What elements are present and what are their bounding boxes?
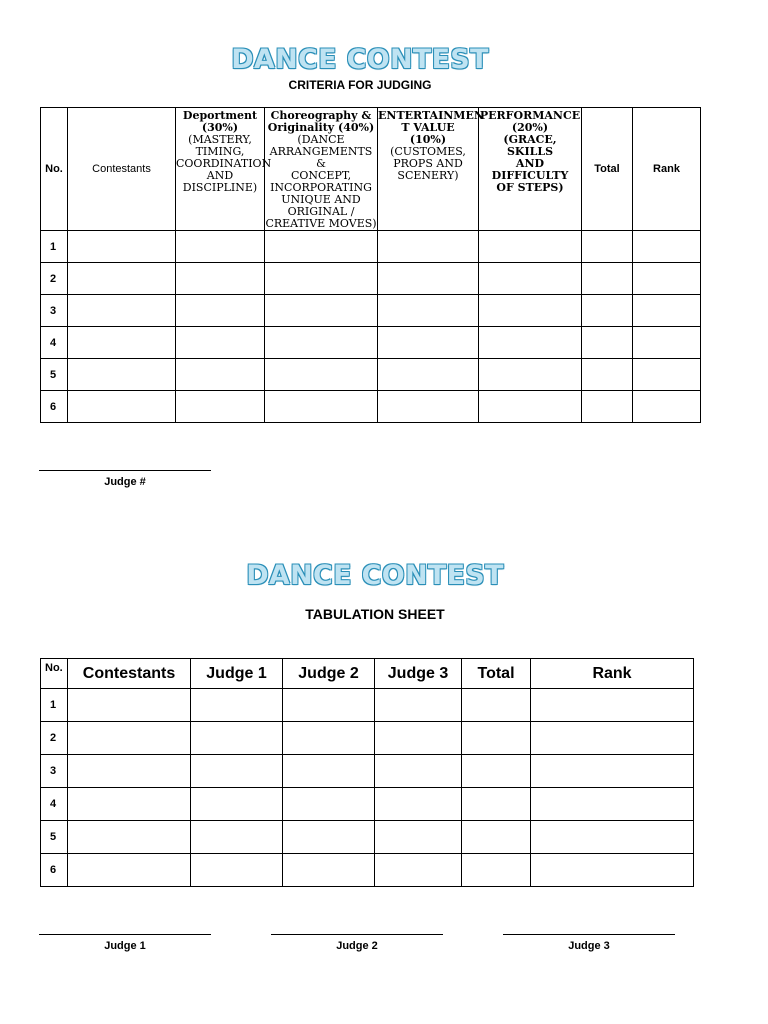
tabulation-cell[interactable] xyxy=(68,755,191,788)
performance-heading-line: OF STEPS) xyxy=(496,181,564,194)
choreography-description-line: CREATIVE MOVES) xyxy=(265,217,377,230)
header-deportment xyxy=(176,108,272,231)
score-cell[interactable] xyxy=(176,359,265,391)
tabulation-header-cell: No. xyxy=(41,659,68,689)
tabulation-cell[interactable] xyxy=(283,689,375,722)
judge-1-signature-label: Judge 1 xyxy=(104,940,146,952)
tabulation-table-row xyxy=(41,689,694,722)
score-cell[interactable] xyxy=(265,295,378,327)
tabulation-cell[interactable] xyxy=(531,755,694,788)
tabulation-cell[interactable] xyxy=(375,854,462,887)
score-cell[interactable] xyxy=(378,263,479,295)
tabulation-cell[interactable] xyxy=(283,722,375,755)
score-cell[interactable] xyxy=(176,295,265,327)
tabulation-cell[interactable] xyxy=(191,788,283,821)
score-cell[interactable] xyxy=(378,295,479,327)
tabulation-cell[interactable] xyxy=(68,821,191,854)
tabulation-table-row xyxy=(41,821,694,854)
entertainment-description-line: (CUSTOMES, xyxy=(390,145,466,158)
score-cell[interactable] xyxy=(265,263,378,295)
score-cell[interactable] xyxy=(479,263,582,295)
deportment-heading-line: (30%) xyxy=(201,121,239,134)
score-cell[interactable] xyxy=(68,359,176,391)
score-cell[interactable] xyxy=(479,295,582,327)
row-number: 4 xyxy=(41,327,68,359)
tabulation-title: DANCE CONTEST xyxy=(246,560,504,591)
row-number: 4 xyxy=(41,788,68,821)
judge-3-signature-label: Judge 3 xyxy=(568,940,610,952)
tabulation-table xyxy=(40,658,694,887)
entertainment-heading-line: T VALUE xyxy=(401,121,455,134)
tabulation-cell[interactable] xyxy=(531,689,694,722)
tabulation-cell[interactable] xyxy=(462,689,531,722)
judge-signature-label: Judge # xyxy=(104,476,146,488)
score-cell[interactable] xyxy=(265,359,378,391)
tabulation-cell[interactable] xyxy=(462,755,531,788)
entertainment-description-line: PROPS AND xyxy=(393,157,463,170)
tabulation-cell[interactable] xyxy=(375,755,462,788)
score-cell[interactable] xyxy=(265,391,378,423)
score-cell[interactable] xyxy=(176,327,265,359)
score-cell[interactable] xyxy=(68,295,176,327)
tabulation-table-row xyxy=(41,854,694,887)
score-cell[interactable] xyxy=(68,263,176,295)
judge-3-signature-line xyxy=(503,934,675,935)
score-cell[interactable] xyxy=(68,327,176,359)
tabulation-cell[interactable] xyxy=(531,821,694,854)
row-number: 1 xyxy=(41,231,68,263)
deportment-description-line: COORDINATION xyxy=(176,157,272,170)
tabulation-cell[interactable] xyxy=(191,821,283,854)
entertainment-heading-line: (10%) xyxy=(409,133,447,146)
tabulation-cell[interactable] xyxy=(531,854,694,887)
tabulation-subtitle: TABULATION SHEET xyxy=(305,606,445,622)
tabulation-table-row xyxy=(41,755,694,788)
choreography-description-line: CONCEPT, xyxy=(290,169,352,182)
tabulation-cell[interactable] xyxy=(283,854,375,887)
performance-heading-line: AND DIFFICULTY xyxy=(491,157,569,182)
criteria-table-row xyxy=(41,359,701,391)
tabulation-cell[interactable] xyxy=(191,755,283,788)
score-cell[interactable] xyxy=(479,391,582,423)
tabulation-table-row xyxy=(41,722,694,755)
tabulation-header-cell: Judge 2 xyxy=(283,659,375,689)
tabulation-cell[interactable] xyxy=(375,788,462,821)
tabulation-cell[interactable] xyxy=(375,722,462,755)
score-cell[interactable] xyxy=(68,231,176,263)
judge-signature-line xyxy=(39,470,211,471)
tabulation-cell[interactable] xyxy=(462,722,531,755)
judge-2-signature-line xyxy=(271,934,443,935)
row-number: 3 xyxy=(41,295,68,327)
tabulation-cell[interactable] xyxy=(191,722,283,755)
performance-heading-line: (GRACE, SKILLS xyxy=(503,133,557,158)
score-cell[interactable] xyxy=(633,263,701,295)
entertainment-heading-line: ENTERTAINMEN xyxy=(378,109,484,122)
choreography-description-line: INCORPORATING xyxy=(270,181,372,194)
header-rank: Rank xyxy=(633,108,701,231)
tabulation-cell[interactable] xyxy=(531,788,694,821)
tabulation-cell[interactable] xyxy=(283,755,375,788)
choreography-description-line: ARRANGEMENTS & xyxy=(269,145,373,170)
score-cell[interactable] xyxy=(633,391,701,423)
score-cell[interactable] xyxy=(633,359,701,391)
score-cell[interactable] xyxy=(378,391,479,423)
performance-heading-line: (20%) xyxy=(511,121,549,134)
tabulation-cell[interactable] xyxy=(462,854,531,887)
tabulation-header-cell: Total xyxy=(462,659,531,689)
score-cell[interactable] xyxy=(582,359,633,391)
row-number: 3 xyxy=(41,755,68,788)
tabulation-cell[interactable] xyxy=(375,821,462,854)
score-cell[interactable] xyxy=(176,391,265,423)
score-cell[interactable] xyxy=(176,263,265,295)
tabulation-cell[interactable] xyxy=(68,689,191,722)
header-total: Total xyxy=(582,108,633,231)
score-cell[interactable] xyxy=(378,231,479,263)
choreography-description-line: UNIQUE AND xyxy=(281,193,361,206)
score-cell[interactable] xyxy=(176,231,265,263)
score-cell[interactable] xyxy=(582,327,633,359)
row-number: 5 xyxy=(41,359,68,391)
tabulation-cell[interactable] xyxy=(462,821,531,854)
performance-heading-line: PERFORMANCE xyxy=(479,109,581,122)
tabulation-header-cell: Judge 3 xyxy=(375,659,462,689)
choreography-description-line: (DANCE xyxy=(297,133,345,146)
row-number: 6 xyxy=(41,854,68,887)
row-number: 6 xyxy=(41,391,68,423)
deportment-heading-line: Deportment xyxy=(182,109,258,122)
score-cell[interactable] xyxy=(479,231,582,263)
judge-2-signature-label: Judge 2 xyxy=(336,940,378,952)
tabulation-cell[interactable] xyxy=(68,722,191,755)
score-cell[interactable] xyxy=(582,231,633,263)
score-cell[interactable] xyxy=(582,295,633,327)
tabulation-table-row xyxy=(41,788,694,821)
deportment-description-line: AND xyxy=(206,169,234,182)
criteria-table-row xyxy=(41,263,701,295)
score-cell[interactable] xyxy=(633,327,701,359)
header-entertainment xyxy=(378,108,484,231)
criteria-table xyxy=(40,107,701,423)
row-number: 5 xyxy=(41,821,68,854)
header-performance xyxy=(479,108,582,231)
tabulation-header-cell: Judge 1 xyxy=(191,659,283,689)
tabulation-header-cell: Rank xyxy=(531,659,694,689)
score-cell[interactable] xyxy=(265,231,378,263)
criteria-table-row xyxy=(41,231,701,263)
criteria-table-row xyxy=(41,391,701,423)
deportment-description-line: (MASTERY, xyxy=(188,133,252,146)
score-cell[interactable] xyxy=(378,359,479,391)
tabulation-cell[interactable] xyxy=(283,788,375,821)
choreography-heading-line: Choreography & xyxy=(270,109,372,122)
score-cell[interactable] xyxy=(582,263,633,295)
criteria-subtitle: CRITERIA FOR JUDGING xyxy=(288,78,432,92)
score-cell[interactable] xyxy=(633,231,701,263)
criteria-table-row xyxy=(41,295,701,327)
criteria-title: DANCE CONTEST xyxy=(231,44,489,75)
row-number: 2 xyxy=(41,722,68,755)
choreography-description-line: ORIGINAL / xyxy=(287,205,355,218)
deportment-description-line: TIMING, xyxy=(195,145,245,158)
tabulation-cell[interactable] xyxy=(283,821,375,854)
score-cell[interactable] xyxy=(479,327,582,359)
deportment-description-line: DISCIPLINE) xyxy=(182,181,258,194)
score-cell[interactable] xyxy=(378,327,479,359)
score-cell[interactable] xyxy=(68,391,176,423)
header-choreography xyxy=(265,108,378,231)
row-number: 1 xyxy=(41,689,68,722)
tabulation-cell[interactable] xyxy=(375,689,462,722)
choreography-heading-line: Originality (40%) xyxy=(267,121,375,134)
score-cell[interactable] xyxy=(582,391,633,423)
score-cell[interactable] xyxy=(265,327,378,359)
row-number: 2 xyxy=(41,263,68,295)
tabulation-header-cell: Contestants xyxy=(68,659,191,689)
judge-1-signature-line xyxy=(39,934,211,935)
tabulation-cell[interactable] xyxy=(68,854,191,887)
entertainment-description-line: SCENERY) xyxy=(397,169,459,182)
tabulation-cell[interactable] xyxy=(191,854,283,887)
criteria-header-row xyxy=(41,108,701,231)
tabulation-cell[interactable] xyxy=(68,788,191,821)
tabulation-cell[interactable] xyxy=(531,722,694,755)
tabulation-cell[interactable] xyxy=(462,788,531,821)
header-contestants: Contestants xyxy=(68,108,176,231)
criteria-table-row xyxy=(41,327,701,359)
tabulation-cell[interactable] xyxy=(191,689,283,722)
score-cell[interactable] xyxy=(479,359,582,391)
header-no: No. xyxy=(41,108,68,231)
score-cell[interactable] xyxy=(633,295,701,327)
tabulation-header-row xyxy=(41,659,694,689)
